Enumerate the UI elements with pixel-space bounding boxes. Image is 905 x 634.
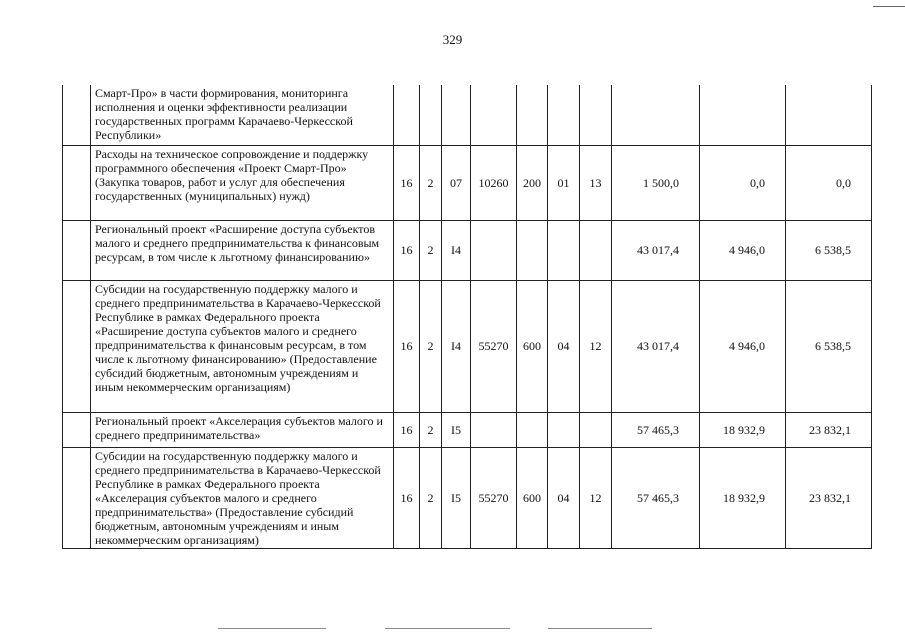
subsection-code: I5 — [442, 447, 471, 548]
expense-type — [517, 85, 548, 145]
target-article: 55270 — [471, 447, 517, 548]
expense-type: 200 — [517, 145, 548, 220]
amount-year-3 — [786, 85, 872, 145]
section-code: 2 — [420, 220, 442, 280]
row-description: Региональный проект «Акселерация субъектов малого и среднего предпринимательства» — [91, 412, 394, 447]
amount-year-2 — [700, 85, 786, 145]
section-code: 2 — [420, 412, 442, 447]
function-code: 01 — [548, 145, 580, 220]
target-article — [471, 85, 517, 145]
amount-year-3: 6 538,5 — [786, 280, 872, 412]
function-code — [548, 220, 580, 280]
subfunction-code: 12 — [580, 447, 612, 548]
amount-year-1 — [612, 85, 700, 145]
function-code — [548, 85, 580, 145]
subfunction-code — [580, 412, 612, 447]
amount-year-2: 18 932,9 — [700, 412, 786, 447]
expense-type: 600 — [517, 447, 548, 548]
row-description: Смарт-Про» в части формирования, мониторинга исполнения и оценки эффективности реализации государственных программ Карачаево-Черкесской Республики» — [91, 85, 394, 145]
table-row — [63, 85, 872, 145]
amount-year-1: 57 465,3 — [612, 412, 700, 447]
ministry-code — [394, 85, 420, 145]
ministry-code: 16 — [394, 412, 420, 447]
ministry-code: 16 — [394, 447, 420, 548]
scan-corner-mark — [873, 0, 905, 7]
table-row — [63, 145, 872, 220]
scan-artifact-line — [218, 628, 326, 629]
row-number-cell — [63, 280, 91, 412]
table-body — [63, 85, 872, 548]
amount-year-1: 43 017,4 — [612, 220, 700, 280]
amount-year-3: 23 832,1 — [786, 447, 872, 548]
amount-year-1: 57 465,3 — [612, 447, 700, 548]
scan-artifact-line — [385, 628, 510, 629]
amount-year-1: 43 017,4 — [612, 280, 700, 412]
ministry-code: 16 — [394, 280, 420, 412]
table-row — [63, 412, 872, 447]
row-description: Субсидии на государственную поддержку малого и среднего предпринимательства в Карачаево-Черкесской Республике в рамках Федерального проекта «Акселерация субъектов малого и среднего предпринимательства» (Предоставление субсидий бюджетным, автономным учреждениям и иным некоммерческим организациям) — [91, 447, 394, 548]
subfunction-code — [580, 220, 612, 280]
section-code: 2 — [420, 447, 442, 548]
amount-year-1: 1 500,0 — [612, 145, 700, 220]
amount-year-3: 6 538,5 — [786, 220, 872, 280]
row-description: Субсидии на государственную поддержку малого и среднего предпринимательства в Карачаево-Черкесской Республике в рамках Федерального проекта «Расширение доступа субъектов малого и среднего предпринимательства к финансовым ресурсам, в том числе к льготному финансированию» (Предоставление субсидий бюджетным, автономным учреждениям и иным некоммерческим организациям) — [91, 280, 394, 412]
amount-year-2: 0,0 — [700, 145, 786, 220]
amount-year-2: 18 932,9 — [700, 447, 786, 548]
row-number-cell — [63, 447, 91, 548]
row-number-cell — [63, 220, 91, 280]
section-code: 2 — [420, 145, 442, 220]
function-code — [548, 412, 580, 447]
subsection-code: I5 — [442, 412, 471, 447]
row-number-cell — [63, 145, 91, 220]
amount-year-2: 4 946,0 — [700, 220, 786, 280]
table-row — [63, 280, 872, 412]
table-row — [63, 447, 872, 548]
scan-artifact-line — [548, 628, 652, 629]
target-article — [471, 220, 517, 280]
function-code: 04 — [548, 280, 580, 412]
table-row — [63, 220, 872, 280]
section-code — [420, 85, 442, 145]
row-number-cell — [63, 412, 91, 447]
target-article: 10260 — [471, 145, 517, 220]
expense-type — [517, 220, 548, 280]
subsection-code: I4 — [442, 280, 471, 412]
subsection-code: 07 — [442, 145, 471, 220]
row-description: Региональный проект «Расширение доступа субъектов малого и среднего предпринимательства к финансовым ресурсам, в том числе к льготному финансированию» — [91, 220, 394, 280]
target-article: 55270 — [471, 280, 517, 412]
amount-year-3: 23 832,1 — [786, 412, 872, 447]
budget-table — [62, 85, 872, 549]
ministry-code: 16 — [394, 145, 420, 220]
page-number: 329 — [442, 32, 463, 47]
amount-year-3: 0,0 — [786, 145, 872, 220]
subsection-code: I4 — [442, 220, 471, 280]
row-description: Расходы на техническое сопровождение и поддержку программного обеспечения «Проект Смарт-Про» (Закупка товаров, работ и услуг для обеспечения государственных (муниципальных) нужд) — [91, 145, 394, 220]
section-code: 2 — [420, 280, 442, 412]
target-article — [471, 412, 517, 447]
row-number-cell — [63, 85, 91, 145]
subfunction-code: 13 — [580, 145, 612, 220]
function-code: 04 — [548, 447, 580, 548]
expense-type: 600 — [517, 280, 548, 412]
subsection-code — [442, 85, 471, 145]
subfunction-code: 12 — [580, 280, 612, 412]
ministry-code: 16 — [394, 220, 420, 280]
expense-type — [517, 412, 548, 447]
subfunction-code — [580, 85, 612, 145]
amount-year-2: 4 946,0 — [700, 280, 786, 412]
